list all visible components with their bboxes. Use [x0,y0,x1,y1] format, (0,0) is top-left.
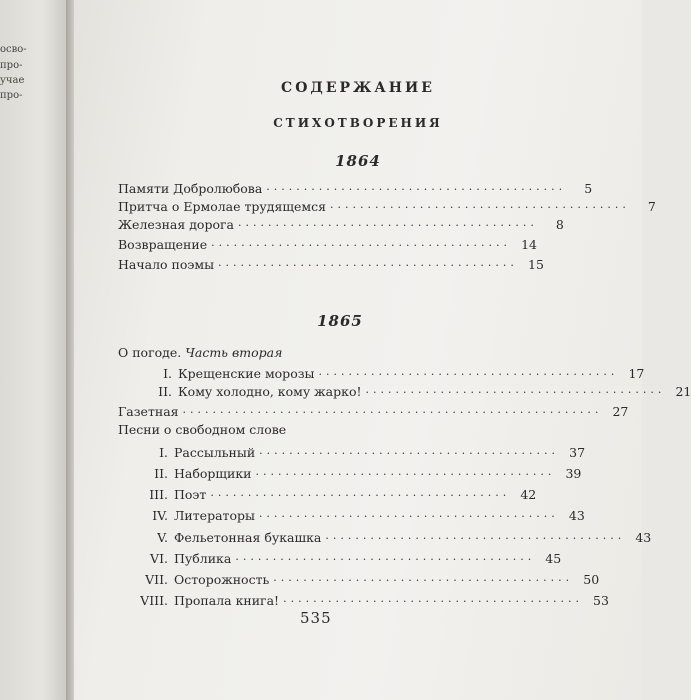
left-page-fragment: про- [0,60,23,71]
toc-subentry: VII. Осторожность ........................................ 50 [145,571,600,587]
left-page-edge [0,0,70,700]
toc-subentry: IV. Литераторы ........................................ 43 [152,507,585,523]
toc-entry: Начало поэмы ........................................ 15 [118,256,544,272]
toc-subentry: I. Рассыльный ........................................ 37 [159,444,586,460]
toc-subentry: II. Кому холодно, кому жарко! ........................................ 21 [158,383,691,399]
contents-page [74,0,691,700]
toc-subentry: I. Крещенские морозы ........................................ 17 [163,365,645,381]
toc-subentry: II. Наборщики ........................................ 39 [154,465,582,481]
toc-entry: Притча о Ермолае трудящемся ........................................ 7 [118,198,656,214]
toc-entry: Возвращение ........................................ 14 [118,236,537,252]
toc-subentry: III. Поэт ........................................ 42 [149,486,537,502]
left-page-fragment: освo- [0,44,27,55]
page-number: 535 [300,609,332,627]
toc-entry-weather: О погоде. Часть вторая [118,345,283,360]
toc-subentry: V. Фельетонная букашка ........................................ 43 [157,529,652,545]
left-page-fragment: учае [0,75,25,86]
toc-subentry: VI. Публика ........................................ 45 [150,550,562,566]
toc-entry: Газетная ........................................................ 27 [118,403,629,419]
toc-entry: Памяти Добролюбова ........................................ 5 [118,180,593,196]
year-heading-1864: 1864 [335,152,381,170]
page-title: СОДЕРЖАНИЕ [281,80,435,96]
toc-subentry: VIII. Пропала книга! ........................................ 53 [140,592,609,608]
left-page-fragment: про- [0,90,23,101]
toc-entry-songs: Песни о свободном слове [118,422,287,437]
section-title: СТИХОТВОРЕНИЯ [273,116,443,130]
year-heading-1865: 1865 [317,312,363,330]
toc-entry: Железная дорога ........................................ 8 [118,216,564,232]
